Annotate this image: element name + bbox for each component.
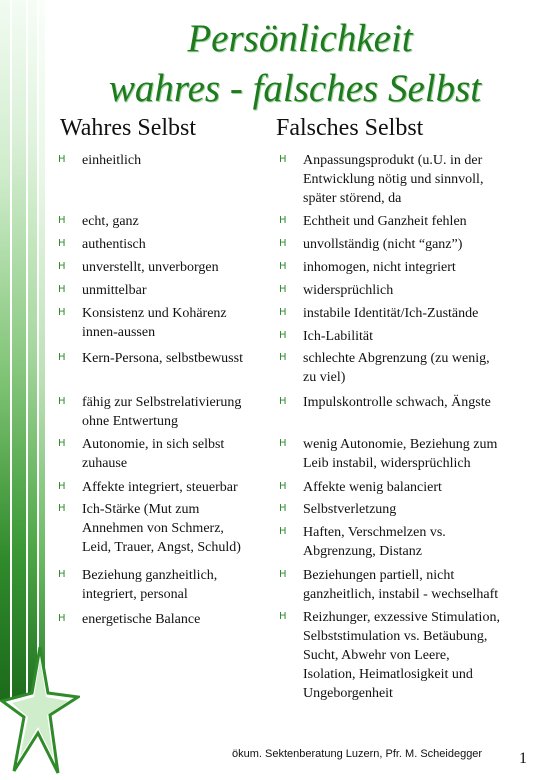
bullet-icon: H [279, 284, 287, 295]
bullet-icon: H [279, 261, 287, 272]
bullet-icon: H [58, 307, 66, 318]
bullet-icon: H [58, 569, 66, 580]
bullet-icon: H [279, 569, 287, 580]
bullet-icon: H [58, 396, 66, 407]
bullet-icon: H [279, 215, 287, 226]
right-column-heading: Falsches Selbst [276, 115, 424, 141]
bullet-icon: H [279, 396, 287, 407]
left-column-heading: Wahres Selbst [60, 115, 197, 141]
star-icon [0, 645, 80, 775]
bullet-icon: H [58, 503, 66, 514]
bullet-icon: H [58, 261, 66, 272]
bullet-icon: H [279, 481, 287, 492]
bullet-icon: H [279, 330, 287, 341]
bullet-icon: H [279, 307, 287, 318]
bullet-icon: H [279, 503, 287, 514]
bullet-icon: H [58, 238, 66, 249]
bullet-icon: H [58, 352, 66, 363]
bullet-icon: H [279, 438, 287, 449]
bullet-icon: H [58, 481, 66, 492]
green-bar [28, 0, 37, 700]
bullet-icon: H [58, 154, 66, 165]
bullet-icon: H [279, 352, 287, 363]
footer-credit: ökum. Sektenberatung Luzern, Pfr. M. Scheidegger [232, 748, 483, 760]
page-number: 1 [519, 750, 527, 767]
bullet-icon: H [279, 238, 287, 249]
bullet-icon: H [279, 154, 287, 165]
green-bar [12, 0, 26, 700]
page-subtitle: wahres - falsches Selbst [108, 67, 482, 110]
bullet-icon: H [58, 284, 66, 295]
bullet-icon: H [58, 613, 66, 624]
page-title: Persönlichkeit [187, 17, 413, 60]
bullet-icon: H [279, 526, 287, 537]
bullet-icon: H [58, 215, 66, 226]
green-bar [0, 0, 10, 700]
green-bar [39, 0, 45, 700]
bullet-icon: H [58, 438, 66, 449]
bullet-icon: H [279, 611, 287, 622]
